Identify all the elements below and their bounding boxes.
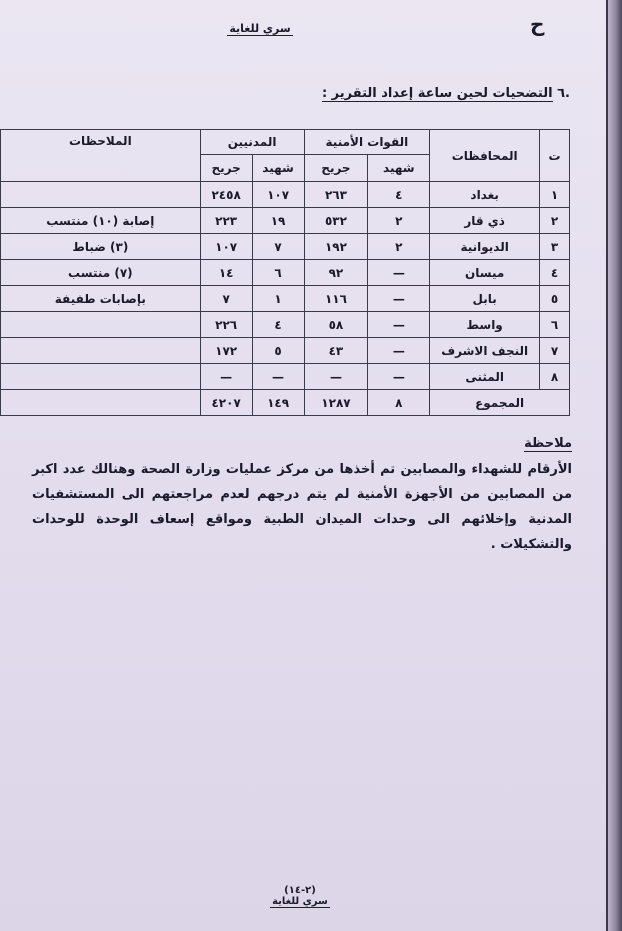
- row-notes: [1, 182, 201, 208]
- row-index: ٤: [540, 260, 570, 286]
- row-sec-wounded: ٩٢: [304, 260, 368, 286]
- row-civ-wounded: ٢٢٣: [200, 208, 252, 234]
- row-civ-killed: ١: [252, 286, 304, 312]
- row-governorate: واسط: [430, 312, 540, 338]
- section-number: .٦: [557, 86, 570, 101]
- row-governorate: المثنى: [430, 364, 540, 390]
- sub-sec-wounded: جريح: [304, 155, 368, 182]
- row-sec-killed: —: [368, 260, 430, 286]
- row-sec-killed: ٤: [368, 182, 430, 208]
- row-governorate: بابل: [430, 286, 540, 312]
- row-sec-killed: —: [368, 312, 430, 338]
- row-notes: بإصابات طفيفة: [1, 286, 201, 312]
- row-sec-wounded: ٢٦٣: [304, 182, 368, 208]
- row-sec-killed: ٢: [368, 208, 430, 234]
- col-governorate: المحافظات: [430, 130, 540, 182]
- row-civ-wounded: —: [200, 364, 252, 390]
- row-notes: (٧) منتسب: [1, 260, 201, 286]
- table-row: [1, 312, 570, 338]
- row-civ-killed: ٥: [252, 338, 304, 364]
- row-civ-wounded: ١٧٢: [200, 338, 252, 364]
- row-civ-wounded: ١٤: [200, 260, 252, 286]
- footer: [220, 885, 380, 907]
- table-row: [1, 338, 570, 364]
- total-civ-killed: ١٤٩: [252, 390, 304, 416]
- row-sec-killed: ٢: [368, 234, 430, 260]
- row-civ-killed: —: [252, 364, 304, 390]
- row-sec-wounded: ٥٣٢: [304, 208, 368, 234]
- header-classification: سري للغاية: [229, 22, 291, 35]
- table-row: [1, 260, 570, 286]
- sub-sec-killed: شهيد: [368, 155, 430, 182]
- sub-civ-wounded: جريح: [200, 155, 252, 182]
- sub-civ-killed: شهيد: [252, 155, 304, 182]
- row-governorate: الديوانية: [430, 234, 540, 260]
- section-heading: [322, 86, 570, 101]
- total-label: المجموع: [430, 390, 570, 416]
- row-sec-wounded: ١٩٢: [304, 234, 368, 260]
- row-civ-killed: ٤: [252, 312, 304, 338]
- col-security: القوات الأمنية: [304, 130, 430, 155]
- table-row: [1, 182, 570, 208]
- corner-mark: ح: [530, 12, 545, 36]
- total-notes: [1, 390, 201, 416]
- row-notes: [1, 364, 201, 390]
- page-edge: [606, 0, 622, 931]
- row-index: ٢: [540, 208, 570, 234]
- col-index: ت: [540, 130, 570, 182]
- total-sec-wounded: ١٢٨٧: [304, 390, 368, 416]
- table-row: [1, 364, 570, 390]
- page-number: (٢-١٤): [284, 885, 316, 896]
- row-governorate: ذي قار: [430, 208, 540, 234]
- row-index: ١: [540, 182, 570, 208]
- row-index: ٣: [540, 234, 570, 260]
- row-sec-killed: —: [368, 286, 430, 312]
- note-block: [32, 436, 572, 557]
- row-civ-wounded: ٢٢٦: [200, 312, 252, 338]
- row-notes: [1, 338, 201, 364]
- row-index: ٨: [540, 364, 570, 390]
- row-index: ٧: [540, 338, 570, 364]
- col-civilians: المدنيين: [200, 130, 304, 155]
- note-body: الأرقام للشهداء والمصابين تم أخذها من مركز عمليات وزارة الصحة وهنالك عدد اكبر من المصابين من الأجهزة الأمنية لم يتم درجهم لعدم مراجعتهم الى المستشفيات المدنية وإخلائهم الى وحدات الميدان الطبية ومواقع إسعاف الوحدة للوحدات والتشكيلات .: [32, 462, 572, 552]
- row-civ-wounded: ٧: [200, 286, 252, 312]
- total-row: [1, 390, 570, 416]
- row-notes: إصابة (١٠) منتسب: [1, 208, 201, 234]
- row-governorate: بغداد: [430, 182, 540, 208]
- page-edge-line: [606, 0, 608, 931]
- note-title: ملاحظة: [524, 436, 572, 451]
- row-civ-killed: ٧: [252, 234, 304, 260]
- row-governorate: النجف الاشرف: [430, 338, 540, 364]
- row-governorate: ميسان: [430, 260, 540, 286]
- total-sec-killed: ٨: [368, 390, 430, 416]
- row-notes: (٣) ضباط: [1, 234, 201, 260]
- table-row: [1, 286, 570, 312]
- row-sec-wounded: ٥٨: [304, 312, 368, 338]
- row-index: ٥: [540, 286, 570, 312]
- section-title: التضحيات لحين ساعة إعداد التقرير :: [321, 86, 553, 101]
- row-civ-wounded: ١٠٧: [200, 234, 252, 260]
- table-row: [1, 234, 570, 260]
- casualties-table: [0, 129, 570, 416]
- row-sec-wounded: —: [304, 364, 368, 390]
- table-row: [1, 208, 570, 234]
- total-civ-wounded: ٤٢٠٧: [200, 390, 252, 416]
- row-sec-killed: —: [368, 364, 430, 390]
- row-notes: [1, 312, 201, 338]
- row-civ-killed: ٦: [252, 260, 304, 286]
- row-civ-killed: ١٠٧: [252, 182, 304, 208]
- col-notes: الملاحظات: [1, 130, 201, 182]
- row-sec-wounded: ١١٦: [304, 286, 368, 312]
- row-index: ٦: [540, 312, 570, 338]
- row-civ-killed: ١٩: [252, 208, 304, 234]
- row-sec-wounded: ٤٣: [304, 338, 368, 364]
- row-sec-killed: —: [368, 338, 430, 364]
- footer-classification: سري للغاية: [272, 896, 328, 907]
- row-civ-wounded: ٢٤٥٨: [200, 182, 252, 208]
